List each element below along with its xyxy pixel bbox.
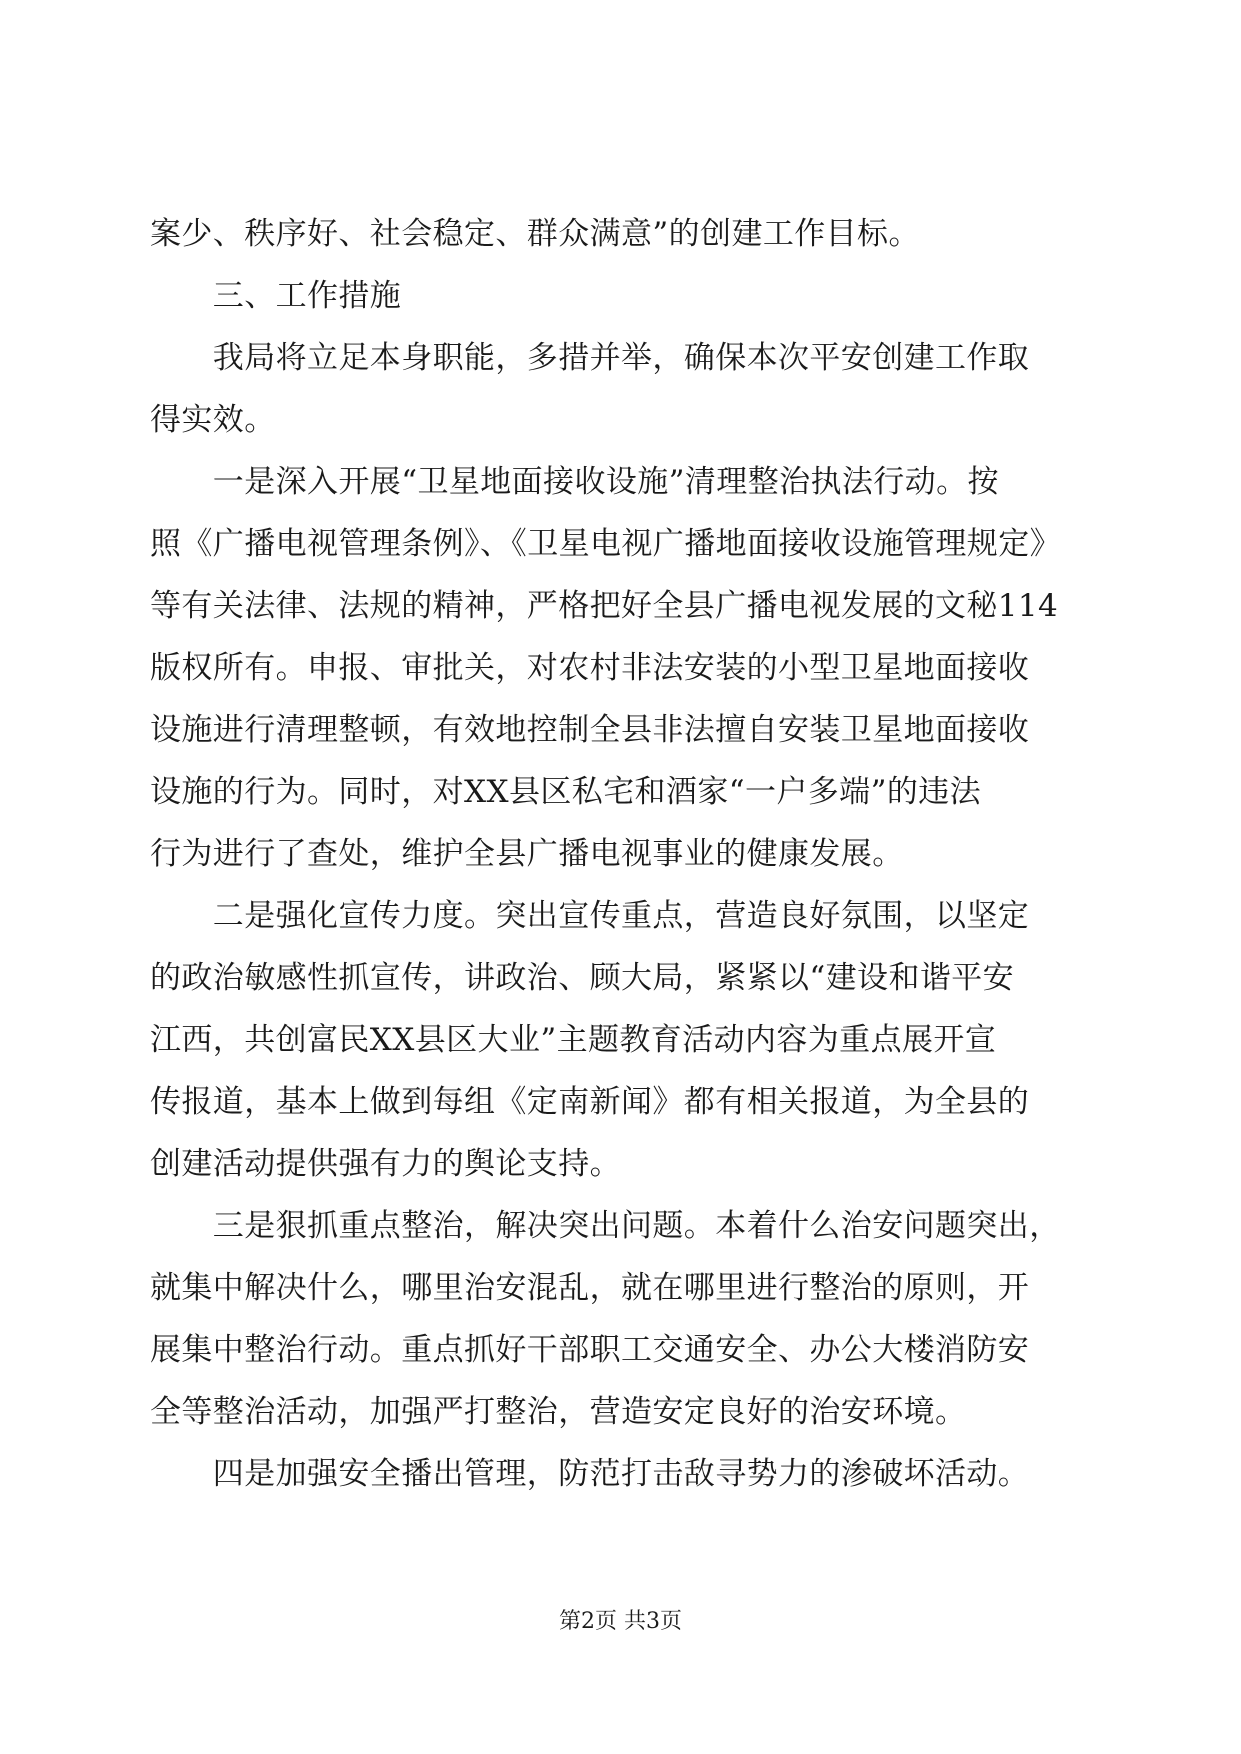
text-line: 全等整治活动，加强严打整治，营造安定良好的治安环境。 — [150, 1394, 967, 1430]
text-line: 的政治敏感性抓宣传，讲政治、顾大局，紧紧以“建设和谐平安 — [150, 960, 1015, 996]
text-line: 展集中整治行动。重点抓好干部职工交通安全、办公大楼消防安 — [150, 1332, 1030, 1368]
text-line: 等有关法律、法规的精神，严格把好全县广播电视发展的文秘114 — [150, 588, 1059, 624]
text-line: 创建活动提供强有力的舆论支持。 — [150, 1146, 621, 1182]
text-line: 案少、秩序好、社会稳定、群众满意”的创建工作目标。 — [150, 216, 920, 252]
section-heading: 三、工作措施 — [150, 278, 402, 314]
text-line: 我局将立足本身职能，多措并举，确保本次平安创建工作取 — [150, 340, 1030, 376]
text-line: 照《广播电视管理条例》、《卫星电视广播地面接收设施管理规定》 — [150, 526, 1061, 562]
page-number-footer: 第2页 共3页 — [559, 1609, 682, 1634]
text-line: 得实效。 — [150, 402, 276, 438]
text-line: 三是狠抓重点整治，解决突出问题。本着什么治安问题突出， — [150, 1208, 1061, 1244]
text-line: 江西，共创富民XX县区大业”主题教育活动内容为重点展开宣 — [150, 1022, 997, 1058]
text-line: 四是加强安全播出管理，防范打击敌寻势力的渗破坏活动。 — [150, 1456, 1030, 1492]
text-line: 设施的行为。同时，对XX县区私宅和酒家“一户多端”的违法 — [150, 774, 982, 810]
text-line: 一是深入开展“卫星地面接收设施”清理整治执法行动。按 — [150, 464, 999, 500]
text-line: 二是强化宣传力度。突出宣传重点，营造良好氛围，以坚定 — [150, 898, 1030, 934]
text-line: 设施进行清理整顿，有效地控制全县非法擅自安装卫星地面接收 — [150, 712, 1030, 748]
text-line: 传报道，基本上做到每组《定南新闻》都有相关报道，为全县的 — [150, 1084, 1030, 1120]
document-body — [150, 203, 1085, 1505]
text-line: 版权所有。申报、审批关，对农村非法安装的小型卫星地面接收 — [150, 650, 1030, 686]
text-line: 行为进行了查处，维护全县广播电视事业的健康发展。 — [150, 836, 904, 872]
text-line: 就集中解决什么，哪里治安混乱，就在哪里进行整治的原则，开 — [150, 1270, 1030, 1306]
